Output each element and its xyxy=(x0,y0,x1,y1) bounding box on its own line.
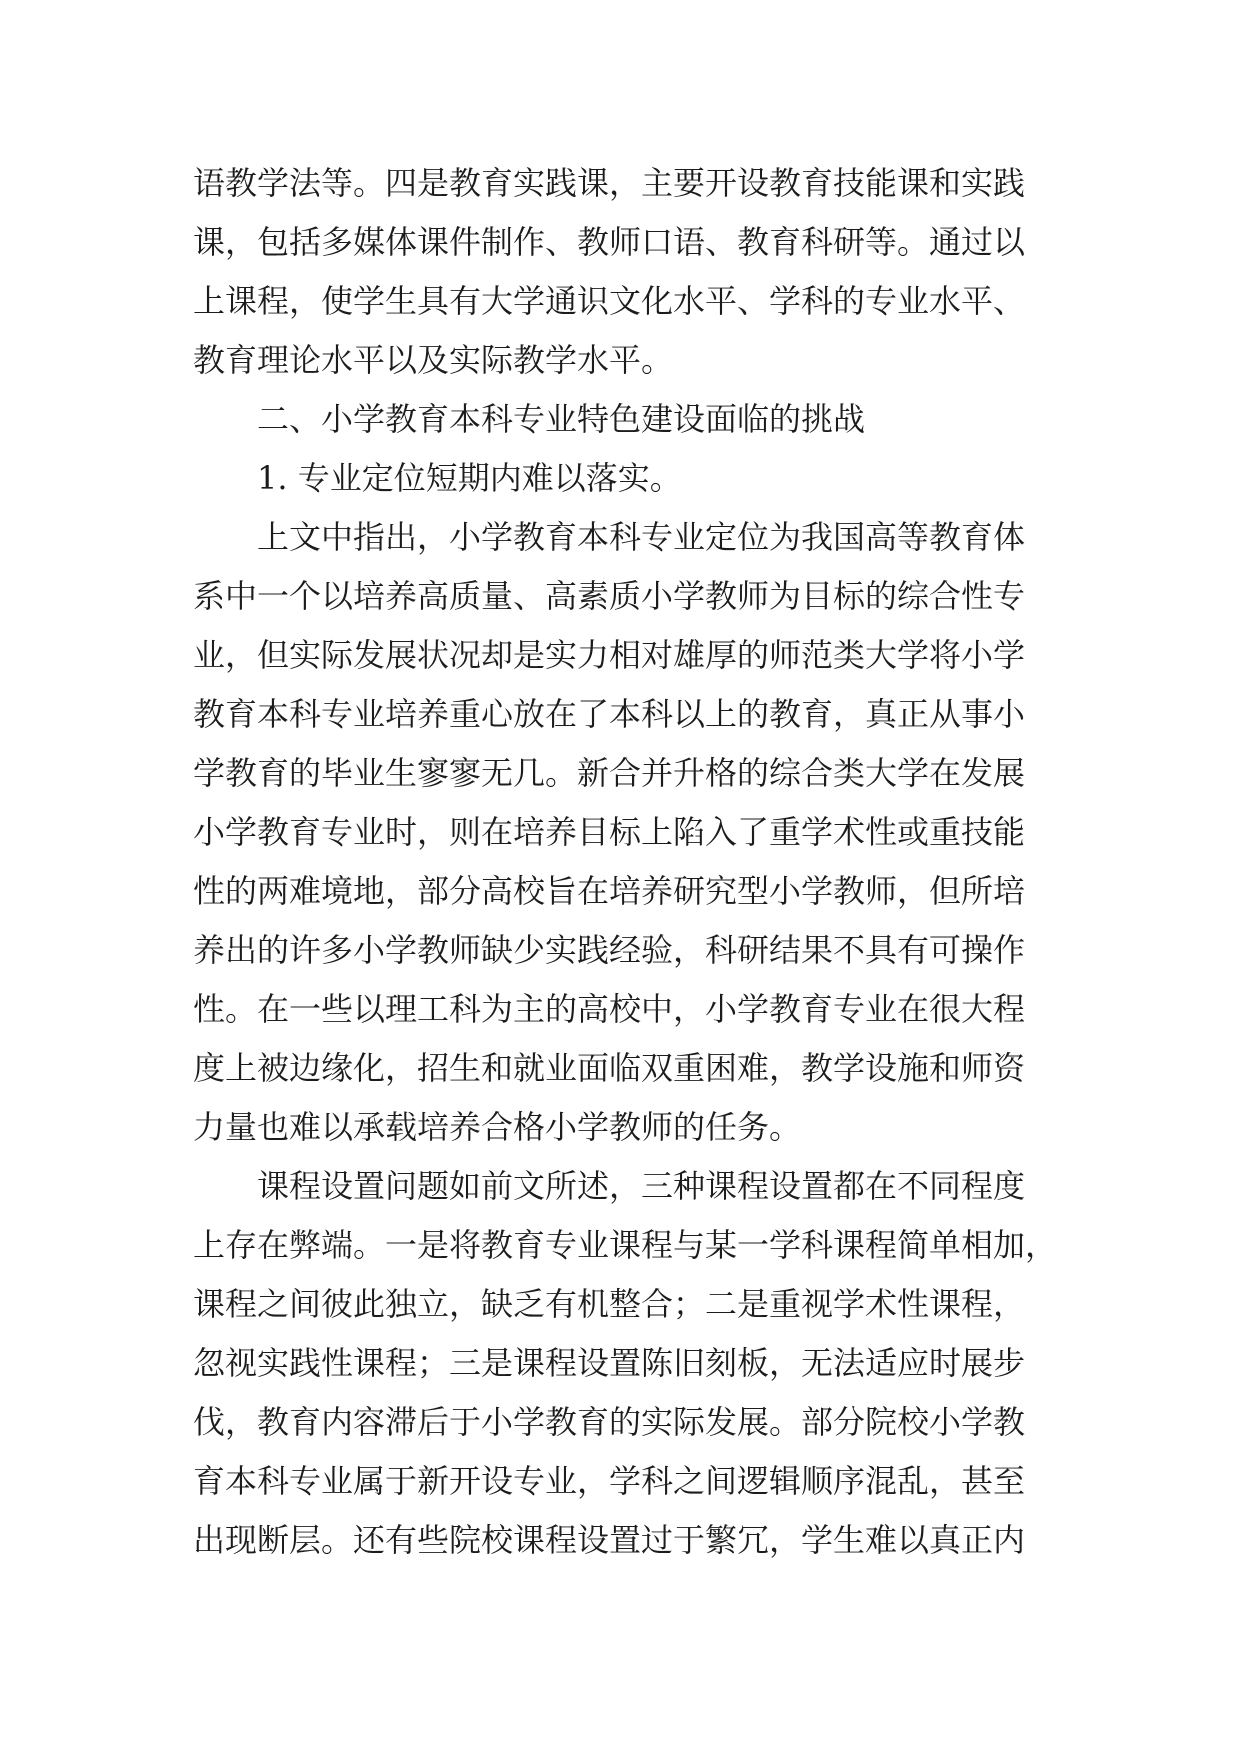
text-line: 养出的许多小学教师缺少实践经验，科研结果不具有可操作 xyxy=(193,931,1026,969)
text-line: 课，包括多媒体课件制作、教师口语、教育科研等。通过以 xyxy=(193,223,1026,261)
text-line: 育本科专业属于新开设专业，学科之间逻辑顺序混乱，甚至 xyxy=(193,1462,1026,1500)
subsection-heading: 1. 专业定位短期内难以落实。 xyxy=(257,459,682,497)
text-line: 业，但实际发展状况却是实力相对雄厚的师范类大学将小学 xyxy=(193,636,1026,674)
text-line: 上存在弊端。一是将教育专业课程与某一学科课程简单相加， xyxy=(193,1226,1058,1264)
text-line: 力量也难以承载培养合格小学教师的任务。 xyxy=(193,1108,802,1146)
text-line: 学教育的毕业生寥寥无几。新合并升格的综合类大学在发展 xyxy=(193,754,1026,792)
text-line: 度上被边缘化，招生和就业面临双重困难，教学设施和师资 xyxy=(193,1049,1026,1087)
text-line: 出现断层。还有些院校课程设置过于繁冗，学生难以真正内 xyxy=(193,1521,1026,1559)
text-line: 系中一个以培养高质量、高素质小学教师为目标的综合性专 xyxy=(193,577,1026,615)
text-line: 课程之间彼此独立，缺乏有机整合；二是重视学术性课程， xyxy=(193,1285,1026,1323)
text-line: 上课程，使学生具有大学通识文化水平、学科的专业水平、 xyxy=(193,282,1026,320)
text-line: 性的两难境地，部分高校旨在培养研究型小学教师，但所培 xyxy=(193,872,1026,910)
text-line: 小学教育专业时，则在培养目标上陷入了重学术性或重技能 xyxy=(193,813,1026,851)
text-line: 忽视实践性课程；三是课程设置陈旧刻板，无法适应时展步 xyxy=(193,1344,1026,1382)
section-heading: 二、小学教育本科专业特色建设面临的挑战 xyxy=(257,400,866,438)
text-line: 课程设置问题如前文所述，三种课程设置都在不同程度 xyxy=(257,1167,1026,1205)
text-line: 教育理论水平以及实际教学水平。 xyxy=(193,341,674,379)
text-line: 上文中指出，小学教育本科专业定位为我国高等教育体 xyxy=(257,518,1026,556)
text-line: 性。在一些以理工科为主的高校中，小学教育专业在很大程 xyxy=(193,990,1026,1028)
text-line: 伐，教育内容滞后于小学教育的实际发展。部分院校小学教 xyxy=(193,1403,1026,1441)
text-line: 教育本科专业培养重心放在了本科以上的教育，真正从事小 xyxy=(193,695,1026,733)
text-line: 语教学法等。四是教育实践课，主要开设教育技能课和实践 xyxy=(193,164,1026,202)
